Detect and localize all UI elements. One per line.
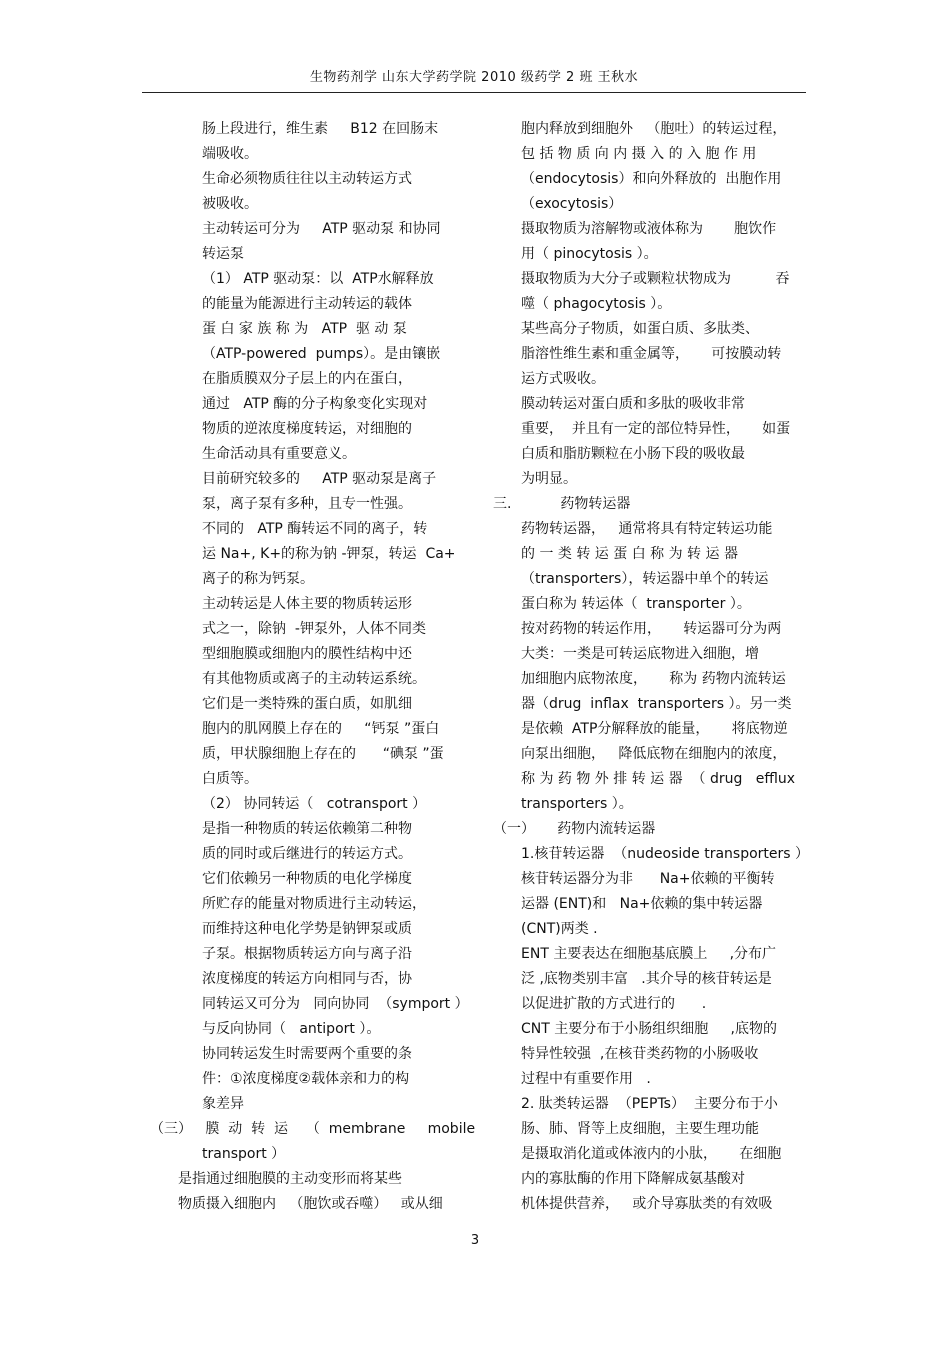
text-line: 它们是一类特殊的蛋白质，如肌细 xyxy=(202,696,412,712)
text-line: 主动转运可分为 ATP 驱动泵 和协同 xyxy=(202,221,441,237)
text-line: （2） 协同转运（ cotransport ） xyxy=(202,796,427,812)
text-line: 同转运又可分为 同向协同 （symport ） xyxy=(202,996,469,1012)
text-line: 用（ pinocytosis ）。 xyxy=(521,246,658,262)
text-line: 器（drug inflax transporters ）。另一类 xyxy=(521,696,792,712)
text-line: 转运泵 xyxy=(202,246,244,262)
text-line: transport ） xyxy=(202,1146,286,1162)
text-line: 目前研究较多的 ATP 驱动泵是离子 xyxy=(202,471,437,487)
text-line: 离子的称为钙泵。 xyxy=(202,571,314,587)
text-line: 特异性较强 ,在核苷类药物的小肠吸收 xyxy=(521,1046,759,1062)
text-line: 协同转运发生时需要两个重要的条 xyxy=(202,1046,412,1062)
text-line: （transporters），转运器中单个的转运 xyxy=(521,571,769,587)
text-line: 是指一种物质的转运依赖第二种物 xyxy=(202,821,412,837)
text-line: 子泵。根据物质转运方向与离子沿 xyxy=(202,946,412,962)
text-line: 与反向协同（ antiport ）。 xyxy=(202,1021,381,1037)
text-line: 肠、肺、肾等上皮细胞，主要生理功能 xyxy=(521,1121,759,1137)
text-line: 的 一 类 转 运 蛋 白 称 为 转 运 器 xyxy=(521,546,738,562)
text-line: 质的同时或后继进行的转运方式。 xyxy=(202,846,412,862)
text-line: 型细胞膜或细胞内的膜性结构中还 xyxy=(202,646,412,662)
text-line: 加细胞内底物浓度， 称为 药物内流转运 xyxy=(521,671,786,687)
text-line: 浓度梯度的转运方向相同与否，协 xyxy=(202,971,412,987)
text-line: 所贮存的能量对物质进行主动转运， xyxy=(202,896,426,912)
text-line: 2. 肽类转运器 （PEPTs） 主要分布于小 xyxy=(521,1096,778,1112)
text-line: 大类：一类是可转运底物进入细胞，增 xyxy=(521,646,759,662)
text-line: 膜动转运对蛋白质和多肽的吸收非常 xyxy=(521,396,745,412)
text-line: 运器 (ENT)和 Na+依赖的集中转运器 xyxy=(521,896,763,912)
text-line: 端吸收。 xyxy=(202,146,258,162)
text-line: 以促进扩散的方式进行的 . xyxy=(521,996,707,1012)
text-line: 药物转运器， 通常将具有特定转运功能 xyxy=(521,521,773,537)
text-line: 是摄取消化道或体液内的小肽， 在细胞 xyxy=(521,1146,782,1162)
text-line: 的能量为能源进行主动转运的载体 xyxy=(202,296,412,312)
text-line: 在脂质膜双分子层上的内在蛋白， xyxy=(202,371,412,387)
text-line: （endocytosis）和向外释放的 出胞作用 xyxy=(521,171,782,187)
text-line: 包 括 物 质 向 内 摄 入 的 入 胞 作 用 xyxy=(521,146,757,162)
text-line: 它们依赖另一种物质的电化学梯度 xyxy=(202,871,412,887)
text-line: 式之一，除钠 -钾泵外，人体不同类 xyxy=(202,621,426,637)
text-line: (CNT)两类 . xyxy=(521,921,598,937)
left-column xyxy=(150,117,476,1217)
text-line: 通过 ATP 酶的分子构象变化实现对 xyxy=(202,396,428,412)
text-line: 而维持这种电化学势是钠钾泵或质 xyxy=(202,921,412,937)
text-line: 是依赖 ATP分解释放的能量， 将底物逆 xyxy=(521,721,788,737)
text-line: 胞内的肌网膜上存在的 “钙泵 ”蛋白 xyxy=(202,721,440,737)
text-line: 生命活动具有重要意义。 xyxy=(202,446,356,462)
text-line: 被吸收。 xyxy=(202,196,258,212)
text-line: 为明显。 xyxy=(521,471,577,487)
text-line: ENT 主要表达在细胞基底膜上 ,分布广 xyxy=(521,946,777,962)
text-line: CNT 主要分布于小肠组织细胞 ,底物的 xyxy=(521,1021,777,1037)
text-line: transporters ）。 xyxy=(521,796,633,812)
text-line: 蛋 白 家 族 称 为 ATP 驱 动 泵 xyxy=(202,321,407,337)
text-line: 1.核苷转运器 （nudeoside transporters ） xyxy=(521,846,810,862)
header-rule xyxy=(142,92,806,93)
text-line: 肠上段进行，维生素 B12 在回肠末 xyxy=(202,121,439,137)
text-line: 白质和脂肪颗粒在小肠下段的吸收最 xyxy=(521,446,745,462)
text-line: 三. 药物转运器 xyxy=(493,496,631,512)
text-line: （ATP-powered pumps）。是由镶嵌 xyxy=(202,346,441,362)
text-line: 不同的 ATP 酶转运不同的离子，转 xyxy=(202,521,428,537)
text-line: 胞内释放到细胞外 （胞吐）的转运过程， xyxy=(521,121,787,137)
text-line: 白质等。 xyxy=(202,771,258,787)
text-line: 蛋白称为 转运体（ transporter ）。 xyxy=(521,596,751,612)
text-line: 内的寡肽酶的作用下降解成氨基酸对 xyxy=(521,1171,745,1187)
text-line: 有其他物质或离子的主动转运系统。 xyxy=(202,671,426,687)
text-line: 物质摄入细胞内 （胞饮或吞噬） 或从细 xyxy=(178,1196,443,1212)
text-line: 生命必须物质往往以主动转运方式 xyxy=(202,171,412,187)
text-line: 向泵出细胞， 降低底物在细胞内的浓度， xyxy=(521,746,787,762)
right-column xyxy=(493,117,813,1217)
text-line: （三） 膜 动 转 运 （ membrane mobile xyxy=(150,1121,476,1137)
text-line: 运 Na+, K+的称为钠 -钾泵，转运 Ca+ xyxy=(202,546,456,562)
text-line: 件：①浓度梯度②载体亲和力的构 xyxy=(202,1071,410,1087)
text-line: （1） ATP 驱动泵：以 ATP水解释放 xyxy=(202,271,434,287)
text-line: （一） 药物内流转运器 xyxy=(493,821,656,837)
text-line: 摄取物质为大分子或颗粒状物成为 吞 xyxy=(521,271,790,287)
text-line: 主动转运是人体主要的物质转运形 xyxy=(202,596,412,612)
running-header: 生物药剂学 山东大学药学院 2010 级药学 2 班 王秋水 xyxy=(309,70,639,85)
text-line: 核苷转运器分为非 Na+依赖的平衡转 xyxy=(521,871,775,887)
text-line: 脂溶性维生素和重金属等， 可按膜动转 xyxy=(521,346,782,362)
text-line: 质，甲状腺细胞上存在的 “碘泵 ”蛋 xyxy=(202,746,444,762)
text-line: 泛 ,底物类别丰富 .其介导的核苷转运是 xyxy=(521,971,772,987)
text-line: 泵，离子泵有多种，且专一性强。 xyxy=(202,496,412,512)
text-line: 是指通过细胞膜的主动变形而将某些 xyxy=(178,1171,402,1187)
text-line: 物质的逆浓度梯度转运，对细胞的 xyxy=(202,421,412,437)
text-line: 噬（ phagocytosis ）。 xyxy=(521,296,672,312)
text-line: 按对药物的转运作用， 转运器可分为两 xyxy=(521,621,782,637)
text-line: 象差异 xyxy=(202,1096,244,1112)
page-number: 3 xyxy=(470,1233,480,1248)
text-line: （exocytosis） xyxy=(521,196,623,212)
text-line: 运方式吸收。 xyxy=(521,371,605,387)
text-line: 重要， 并且有一定的部位特异性， 如蛋 xyxy=(521,421,791,437)
text-line: 过程中有重要作用 . xyxy=(521,1071,651,1087)
text-line: 某些高分子物质，如蛋白质、多肽类、 xyxy=(521,321,759,337)
text-line: 称 为 药 物 外 排 转 运 器 （ drug efflux xyxy=(521,771,796,787)
text-line: 机体提供营养， 或介导寡肽类的有效吸 xyxy=(521,1196,773,1212)
text-line: 摄取物质为溶解物或液体称为 胞饮作 xyxy=(521,221,777,237)
